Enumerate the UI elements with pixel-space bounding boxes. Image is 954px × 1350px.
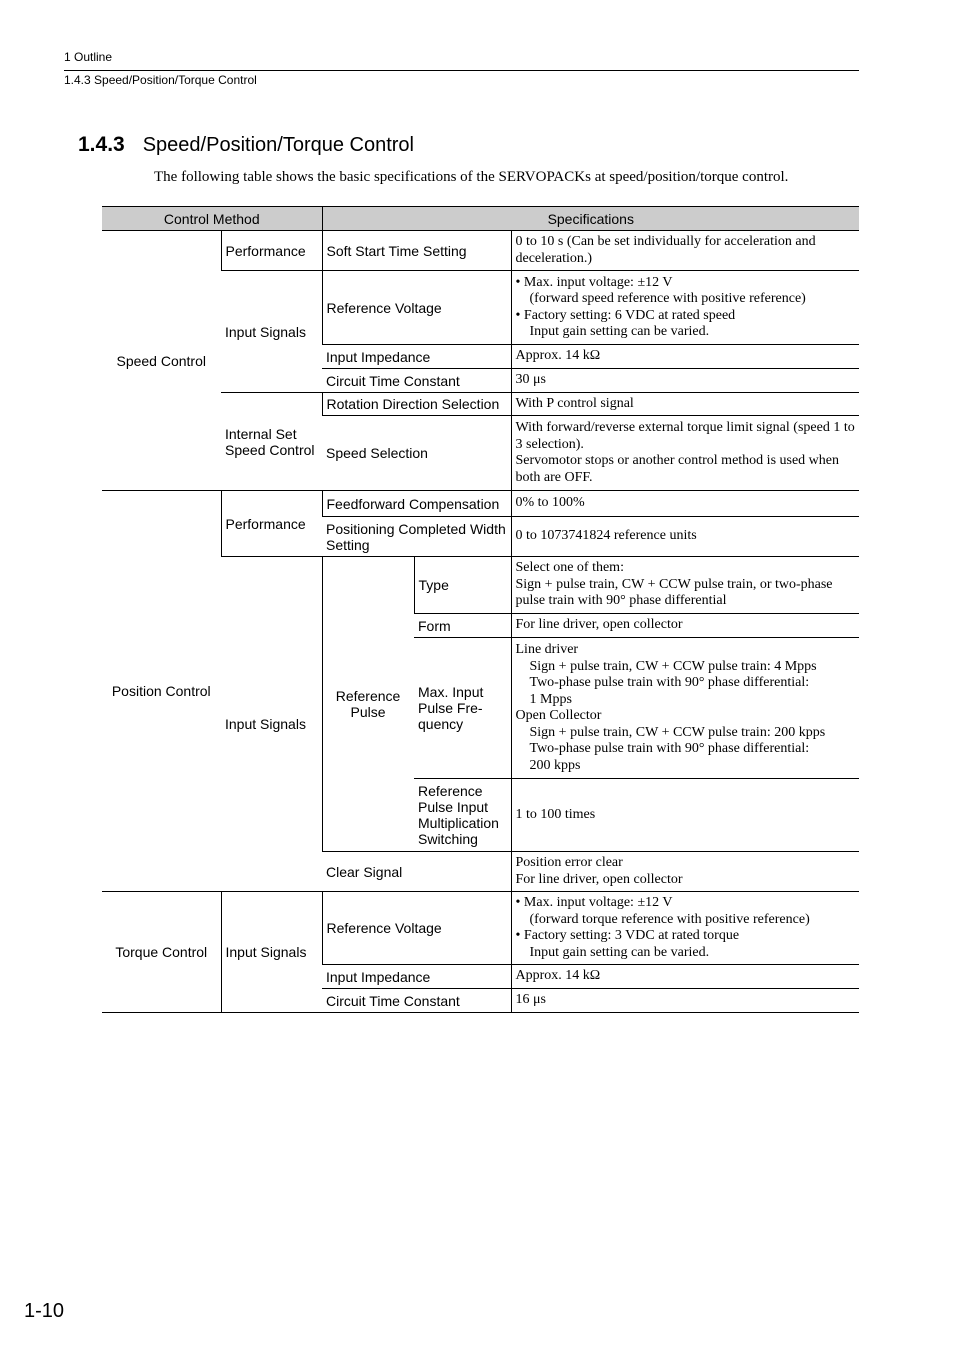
header-rule — [64, 70, 859, 71]
speed-input-signals-label: Input Signals — [221, 271, 322, 393]
clear-signal-item: Clear Signal — [322, 852, 511, 892]
speed-performance-label: Performance — [221, 231, 322, 271]
speed-control-label: Speed Control — [102, 231, 221, 491]
rotation-direction-item: Rotation Direction Selection — [322, 393, 511, 416]
table-row — [102, 892, 859, 965]
table-row — [102, 491, 859, 517]
speed-selection-item: Speed Selection — [322, 416, 511, 491]
torque-input-signals-label: Input Signals — [221, 892, 322, 1013]
position-control-label: Position Control — [102, 491, 221, 892]
torque-impedance-value: Approx. 14 kΩ — [511, 965, 859, 989]
pulse-form-item: Form — [414, 614, 511, 638]
torque-time-constant-item: Circuit Time Constant — [322, 989, 511, 1013]
speed-ref-voltage-item: Reference Voltage — [322, 271, 511, 345]
clear-signal-value: Position error clear For line driver, open collector — [511, 852, 859, 892]
header-control-method: Control Method — [102, 207, 322, 231]
intro-paragraph: The following table shows the basic specifications of the SERVOPACKs at speed/position/torque control. — [154, 169, 789, 185]
torque-ref-voltage-item: Reference Voltage — [322, 892, 511, 965]
header-section: 1.4.3 Speed/Position/Torque Control — [64, 73, 257, 87]
speed-impedance-value: Approx. 14 kΩ — [511, 345, 859, 369]
header-chapter: 1 Outline — [64, 50, 113, 64]
torque-ref-voltage-value: • Max. input voltage: ±12 V (forward torque reference with positive reference) • Factory setting: 3 VDC at rated torque Input gain setting can be varied. — [511, 892, 859, 965]
multiplication-item: Reference Pulse Input Multiplication Switching — [414, 779, 511, 852]
internal-set-speed-label: Internal Set Speed Control — [221, 393, 322, 491]
speed-time-constant-item: Circuit Time Constant — [322, 369, 511, 393]
rotation-direction-value: With P control signal — [511, 393, 859, 416]
speed-impedance-item: Input Impedance — [322, 345, 511, 369]
max-pulse-frequency-item: Max. Input Pulse Fre-quency — [414, 638, 511, 779]
pulse-form-value: For line driver, open collector — [511, 614, 859, 638]
speed-ref-voltage-value: • Max. input voltage: ±12 V (forward speed reference with positive reference) • Factory setting: 6 VDC at rated speed Input gain setting can be varied. — [511, 271, 859, 345]
positioning-value: 0 to 1073741824 reference units — [511, 517, 859, 557]
soft-start-item: Soft Start Time Setting — [322, 231, 511, 271]
pulse-type-value: Select one of them: Sign + pulse train, CW + CCW pulse train, or two-phase pulse train with 90° phase differential — [511, 557, 859, 614]
torque-time-constant-value: 16 μs — [511, 989, 859, 1013]
page-number: 1-10 — [24, 1300, 65, 1322]
feedforward-value: 0% to 100% — [511, 491, 859, 517]
position-input-signals-label: Input Signals — [221, 557, 322, 892]
header-specifications: Specifications — [322, 207, 859, 231]
section-title — [78, 133, 414, 157]
section-title-text: Speed/Position/Torque Control — [142, 134, 414, 156]
torque-impedance-item: Input Impedance — [322, 965, 511, 989]
max-pulse-frequency-value: Line driver Sign + pulse train, CW + CCW pulse train: 4 Mpps Two-phase pulse train with 90° phase differential: 1 Mpps Open Collector Sign + pulse train, CW + CCW pulse train: 200 kpps Two-phase pulse train with 90° phase differential: 200 kpps — [511, 638, 859, 779]
pulse-type-item: Type — [414, 557, 511, 614]
feedforward-item: Feedforward Compensation — [322, 491, 511, 517]
speed-selection-value: With forward/reverse external torque limit signal (speed 1 to 3 selection). Servomotor stops or another control method is used when both are OFF. — [511, 416, 859, 491]
speed-time-constant-value: 30 μs — [511, 369, 859, 393]
multiplication-value: 1 to 100 times — [511, 779, 859, 852]
soft-start-value: 0 to 10 s (Can be set individually for acceleration and deceleration.) — [511, 231, 859, 271]
positioning-item: Positioning Completed Width Setting — [322, 517, 511, 557]
table-row — [102, 231, 859, 271]
table-header-row — [102, 207, 859, 231]
torque-control-label: Torque Control — [102, 892, 221, 1013]
section-number: 1.4.3 — [78, 133, 125, 156]
position-performance-label: Performance — [221, 491, 322, 557]
spec-table — [102, 206, 859, 1013]
reference-pulse-label: Reference Pulse — [322, 557, 414, 852]
